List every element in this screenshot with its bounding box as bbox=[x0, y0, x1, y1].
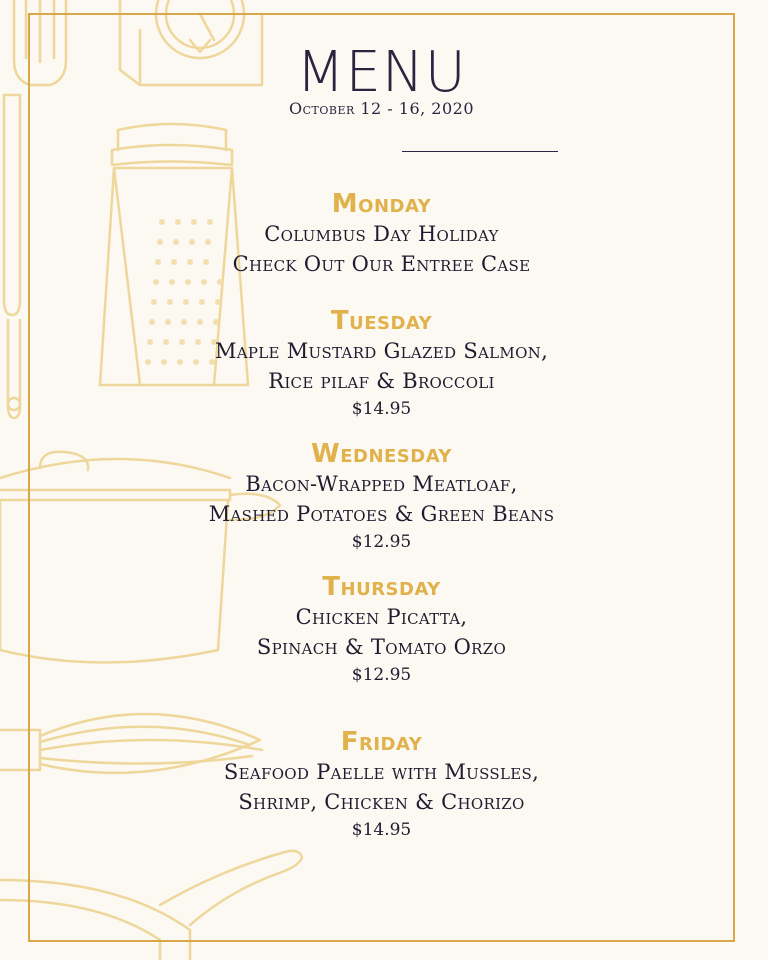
day-section-friday bbox=[30, 727, 733, 843]
dish-line: Spinach & Tomato Orzo bbox=[256, 635, 507, 659]
dish-line: Chicken Picatta, bbox=[295, 605, 468, 629]
dish-line: Check Out Our Entree Case bbox=[232, 252, 531, 276]
day-name: Tuesday bbox=[330, 306, 433, 336]
dish-line: Shrimp, Chicken & Chorizo bbox=[238, 790, 525, 814]
dish-line: Rice pilaf & Broccoli bbox=[268, 369, 495, 393]
day-name: Thursday bbox=[322, 572, 441, 602]
day-section-thursday bbox=[30, 572, 733, 688]
day-name: Monday bbox=[331, 189, 432, 219]
title-divider bbox=[402, 151, 558, 152]
day-section-monday bbox=[30, 189, 733, 279]
day-section-tuesday bbox=[30, 306, 733, 422]
dish-line: Mashed Potatoes & Green Beans bbox=[208, 502, 555, 526]
dish-price: $12.95 bbox=[351, 532, 412, 552]
dish-price: $14.95 bbox=[351, 399, 412, 419]
day-name: Wednesday bbox=[311, 439, 452, 469]
dish-line: Bacon-Wrapped Meatloaf, bbox=[245, 472, 518, 496]
dish-price: $14.95 bbox=[351, 820, 412, 840]
dish-price: $12.95 bbox=[351, 665, 412, 685]
menu-title: MENU bbox=[296, 40, 467, 105]
day-section-wednesday bbox=[30, 439, 733, 555]
dish-line: Seafood Paelle with Mussles, bbox=[223, 760, 540, 784]
menu-date: October 12 - 16, 2020 bbox=[288, 99, 475, 118]
day-name: Friday bbox=[340, 727, 423, 757]
dish-line: Columbus Day Holiday bbox=[264, 222, 499, 246]
menu-content bbox=[30, 15, 733, 940]
dish-line: Maple Mustard Glazed Salmon, bbox=[214, 339, 549, 363]
